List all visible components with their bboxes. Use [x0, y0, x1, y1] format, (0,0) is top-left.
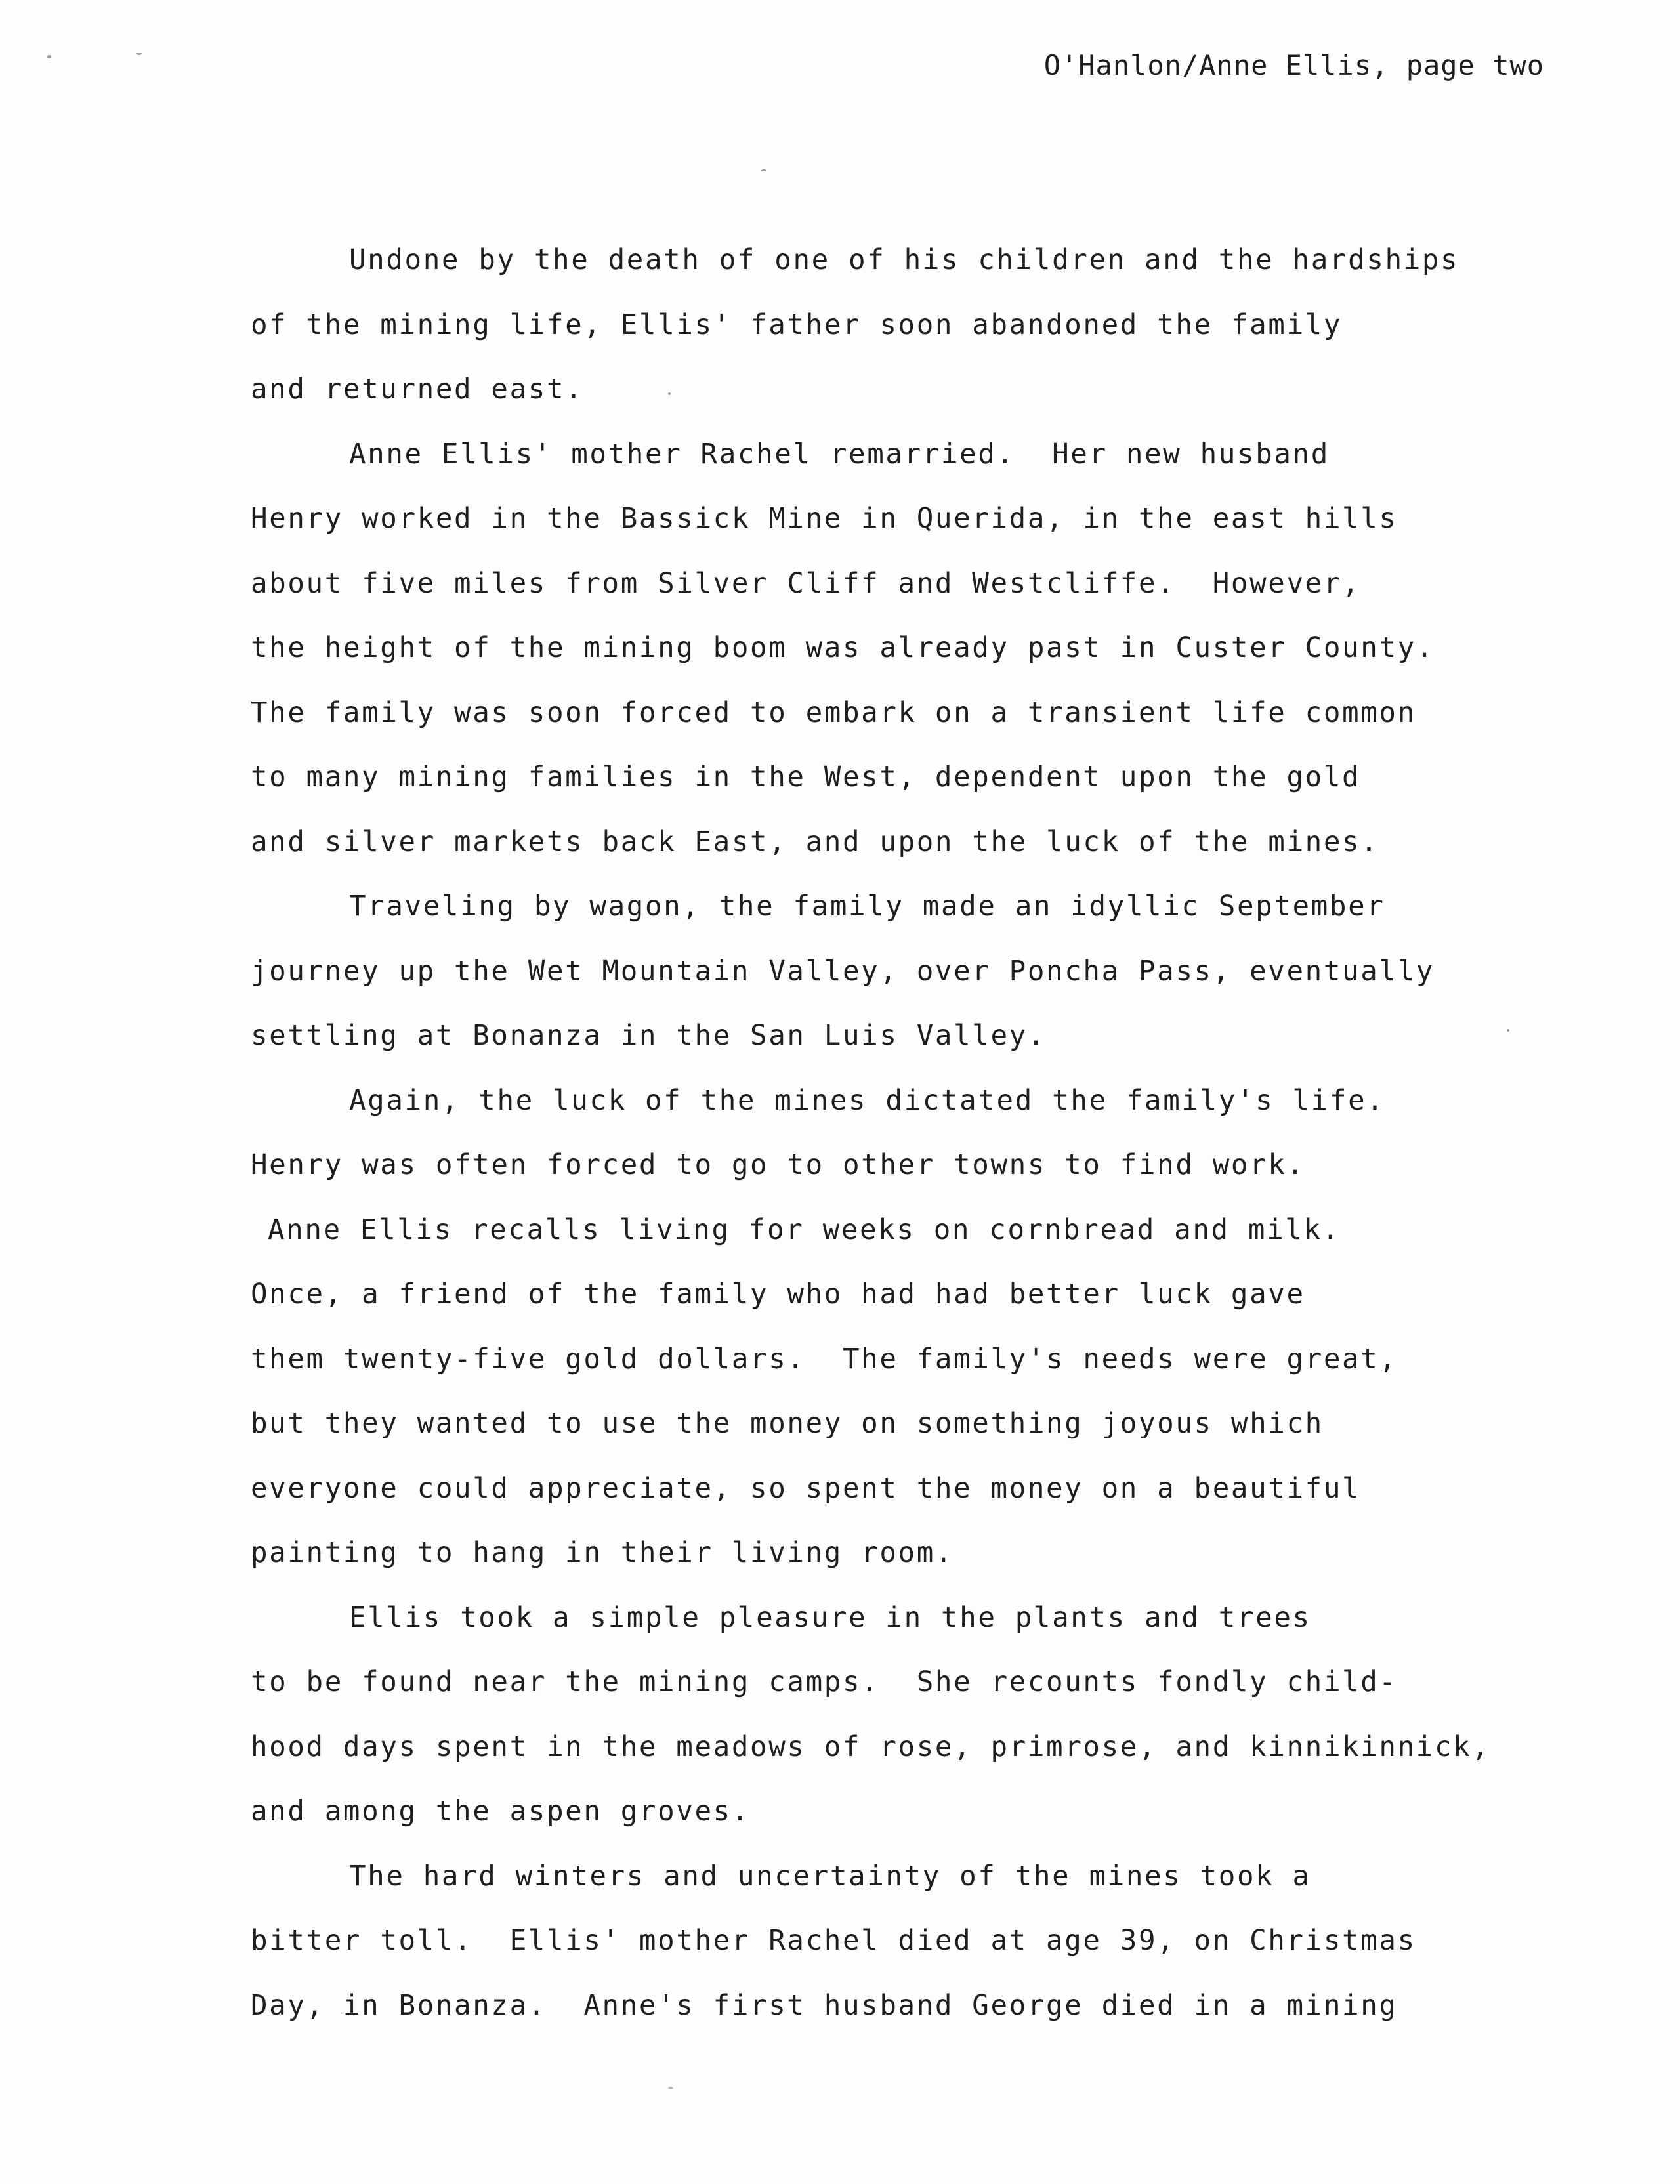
paragraph-6-line-1: The hard winters and uncertainty of the mines took a	[349, 1860, 1311, 1893]
paragraph-5-line-3: hood days spent in the meadows of rose, primrose, and kinnikinnick,	[251, 1731, 1490, 1763]
paragraph-2-line-4: the height of the mining boom was already past in Custer County.	[251, 632, 1435, 664]
paragraph-4-line-7: everyone could appreciate, so spent the money on a beautiful	[251, 1472, 1361, 1505]
paragraph-1-line-1: Undone by the death of one of his children and the hardships	[349, 244, 1460, 276]
paragraph-5-line-4: and among the aspen groves.	[251, 1796, 751, 1828]
running-head: O'Hanlon/Anne Ellis, page two	[1043, 49, 1544, 81]
scan-speck	[668, 2087, 673, 2089]
paragraph-3-line-3: settling at Bonanza in the San Luis Valley.	[251, 1020, 1047, 1052]
paragraph-6-line-2: bitter toll. Ellis' mother Rachel died at age 39, on Christmas	[251, 1925, 1416, 1957]
paragraph-2-line-6: to many mining families in the West, dependent upon the gold	[251, 761, 1361, 793]
paragraph-2-line-5: The family was soon forced to embark on a transient life common	[251, 696, 1416, 729]
paragraph-1-line-3: and returned east.	[251, 373, 584, 406]
paragraph-4-line-6: but they wanted to use the money on something joyous which	[251, 1408, 1324, 1440]
paragraph-1-line-2: of the mining life, Ellis' father soon abandoned the family	[251, 308, 1343, 341]
paragraph-4-line-2: Henry was often forced to go to other towns to find work.	[251, 1149, 1305, 1181]
paragraph-2-line-7: and silver markets back East, and upon the luck of the mines.	[251, 826, 1379, 858]
paragraph-6-line-3: Day, in Bonanza. Anne's first husband George died in a mining	[251, 1989, 1398, 2022]
scan-speck	[761, 169, 766, 171]
paragraph-5-line-1: Ellis took a simple pleasure in the plants and trees	[349, 1601, 1311, 1634]
paragraph-4-line-1: Again, the luck of the mines dictated the family's life.	[349, 1084, 1385, 1117]
paragraph-2-line-2: Henry worked in the Bassick Mine in Querida, in the east hills	[251, 503, 1398, 535]
paragraph-4-line-5: them twenty-five gold dollars. The family's needs were great,	[251, 1343, 1398, 1376]
scan-speck	[136, 52, 142, 55]
paragraph-5-line-2: to be found near the mining camps. She recounts fondly child-	[251, 1666, 1398, 1698]
paragraph-3-line-2: journey up the Wet Mountain Valley, over Poncha Pass, eventually	[251, 955, 1435, 988]
paragraph-4-line-3: Anne Ellis recalls living for weeks on cornbread and milk.	[268, 1213, 1341, 1246]
paragraph-2-line-1: Anne Ellis' mother Rachel remarried. Her new husband	[349, 438, 1330, 471]
paragraph-3-line-1: Traveling by wagon, the family made an idyllic September	[349, 891, 1385, 923]
paragraph-2-line-3: about five miles from Silver Cliff and Westcliffe. However,	[251, 567, 1361, 600]
body-text	[251, 228, 1557, 2038]
paragraph-4-line-8: painting to hang in their living room.	[251, 1537, 954, 1569]
paragraph-4-line-4: Once, a friend of the family who had had better luck gave	[251, 1278, 1305, 1311]
scan-speck	[47, 55, 51, 58]
